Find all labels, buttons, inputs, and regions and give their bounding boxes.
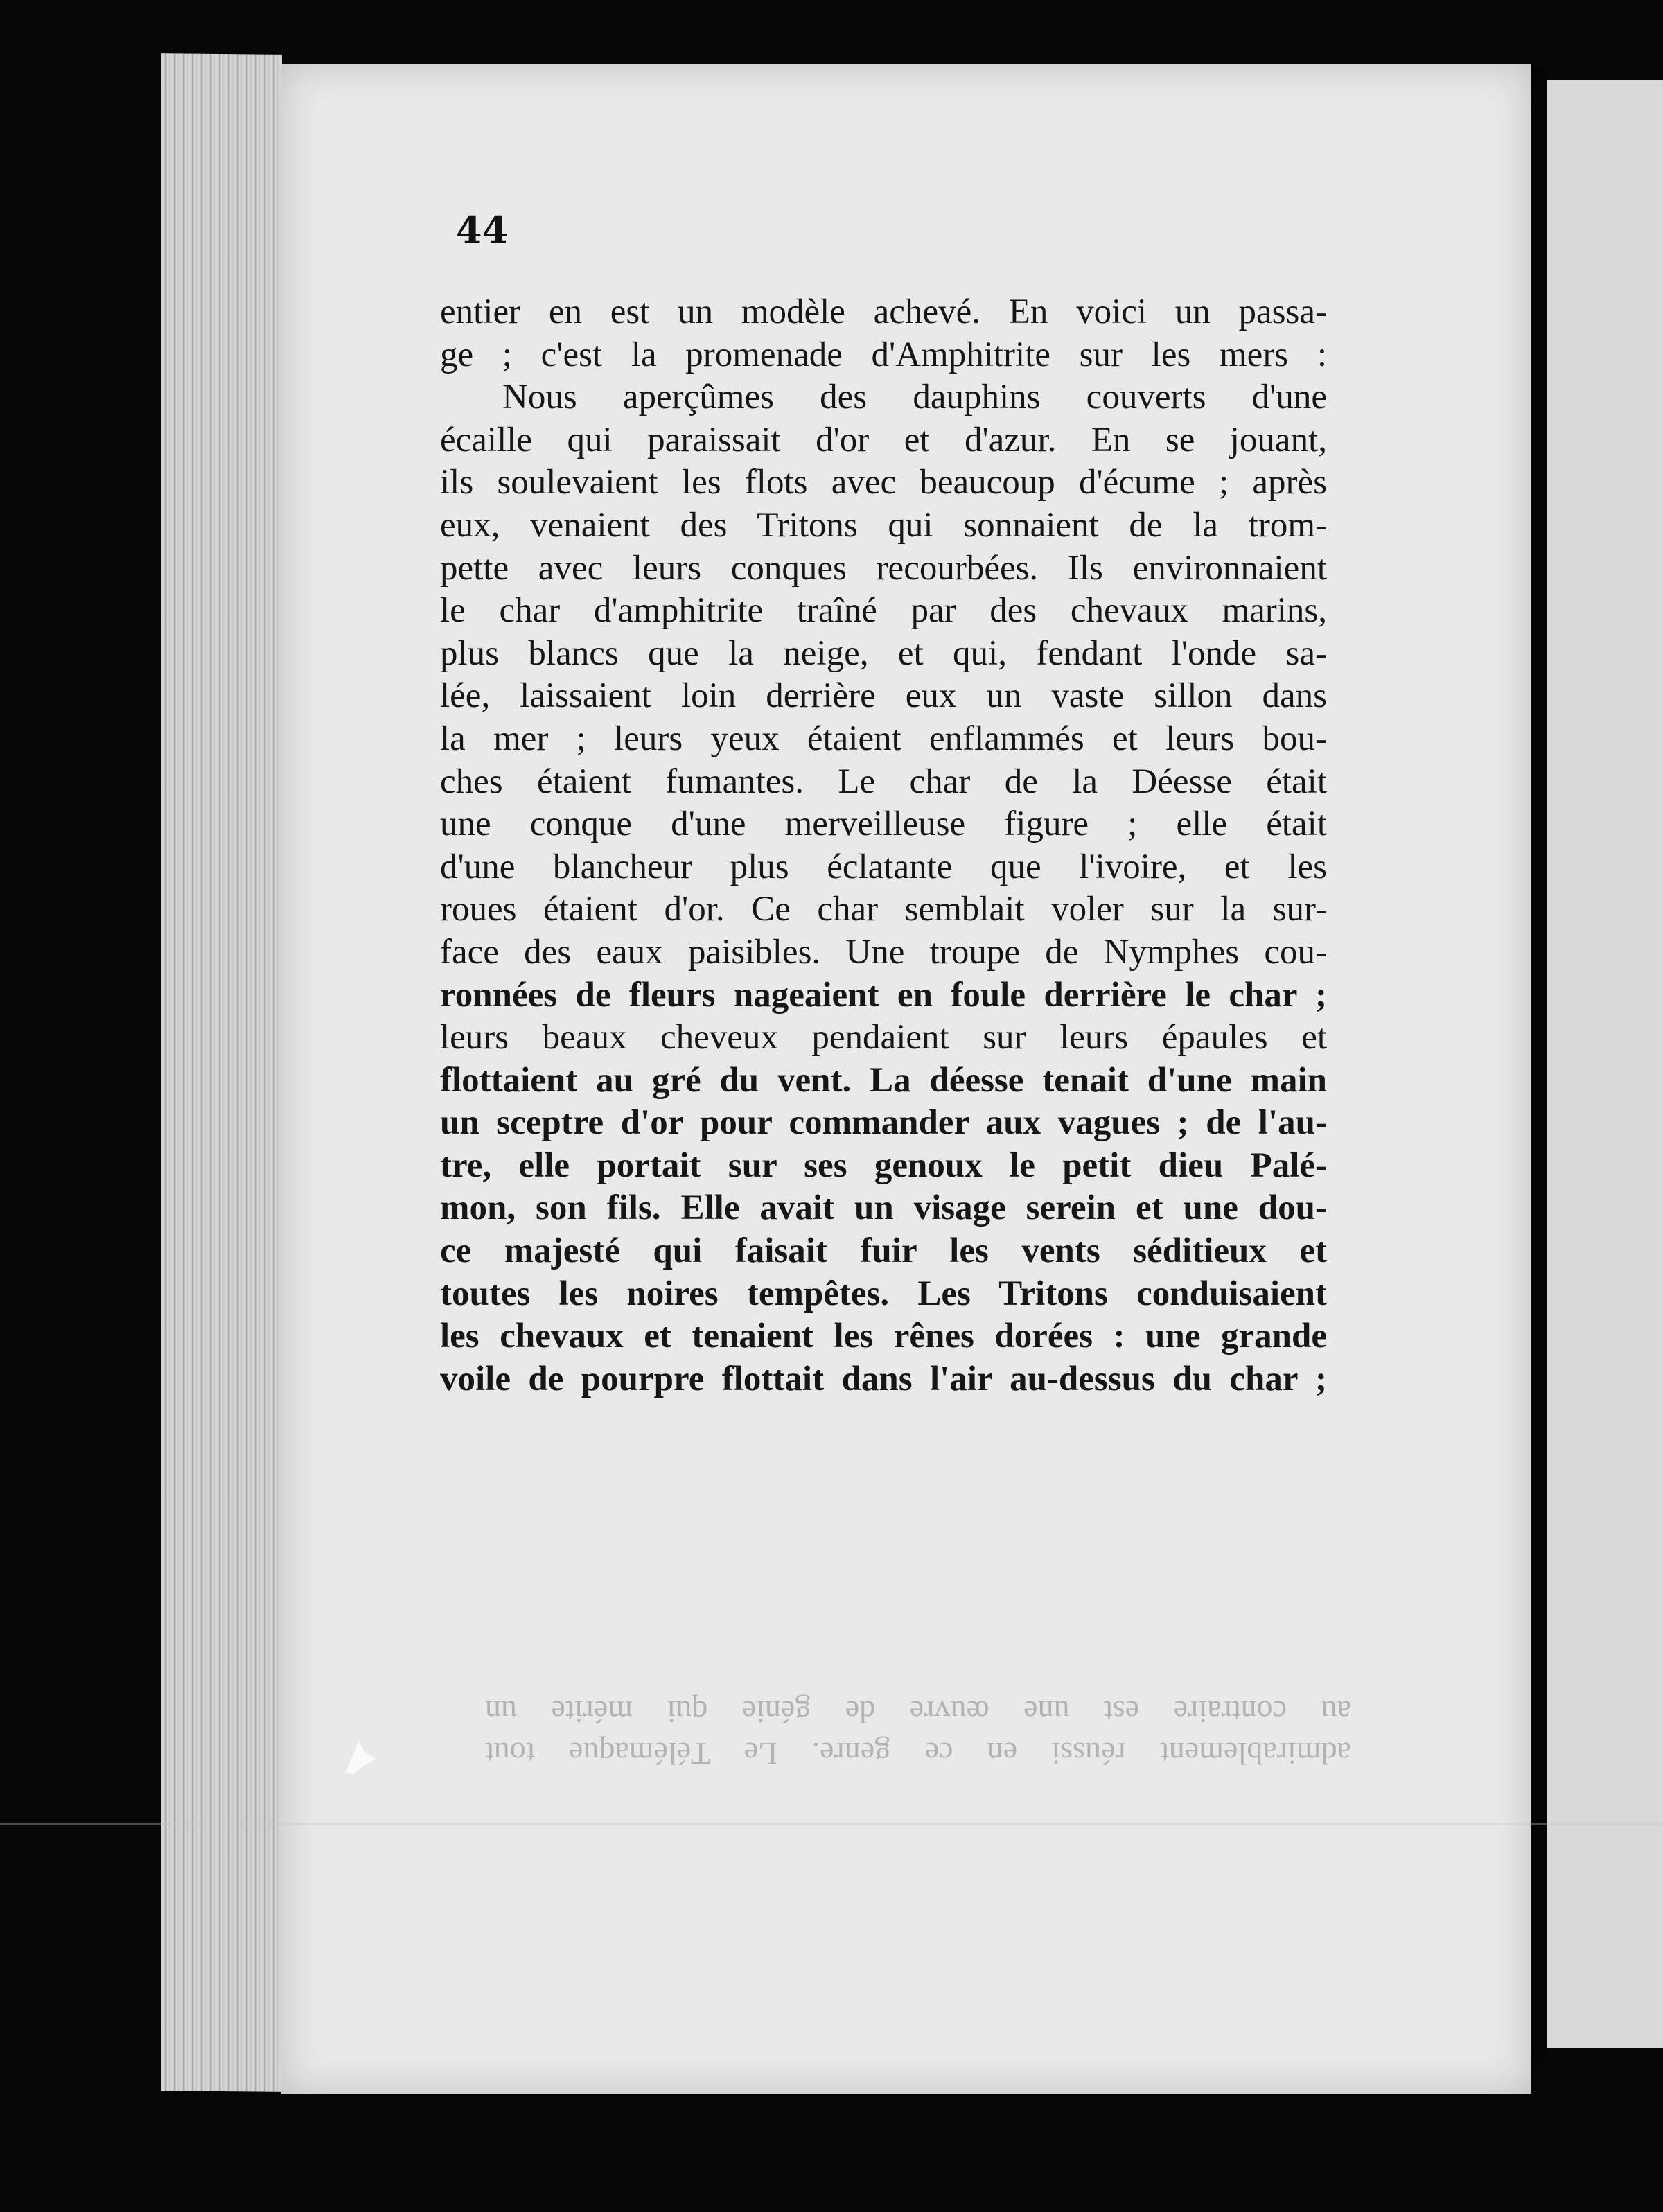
body-text [440, 291, 1327, 1401]
gutter-shadow [1531, 66, 1547, 2062]
text-line: toutes les noires tempêtes. Les Tritons conduisaient [440, 1274, 1327, 1313]
text-line: une conque d'une merveilleuse figure ; elle était [440, 805, 1327, 844]
text-line: la mer ; leurs yeux étaient enflammés et leurs bou- [440, 719, 1327, 758]
text-line: eux, venaient des Tritons qui sonnaient de la trom- [440, 505, 1327, 545]
text-line: entier en est un modèle achevé. En voici un passa- [440, 292, 1327, 331]
text-line: ce majesté qui faisait fuir les vents séditieux et [440, 1231, 1327, 1271]
text-line: ils soulevaient les flots avec beaucoup d'écume ; après [440, 463, 1327, 502]
facing-page-sliver [1547, 80, 1663, 2048]
scan-artifact-line [0, 1823, 1663, 1825]
text-line: voile de pourpre flottait dans l'air au-dessus du char ; [440, 1359, 1327, 1398]
text-line: ches étaient fumantes. Le char de la Déesse était [440, 762, 1327, 801]
text-line: flottaient au gré du vent. La déesse tenait d'une main [440, 1060, 1327, 1100]
text-line: écaille qui paraissait d'or et d'azur. En se jouant, [440, 420, 1327, 459]
bleed-line: au contraire est une œuvre de génie qui mérite un [485, 1694, 1351, 1730]
text-line: d'une blancheur plus éclatante que l'ivoire, et les [440, 847, 1327, 886]
text-line: Nous aperçûmes des dauphins couverts d'une [502, 378, 1327, 417]
page-number: 44 [456, 208, 509, 252]
text-line: lée, laissaient loin derrière eux un vaste sillon dans [440, 676, 1327, 716]
page-edge-stack [161, 53, 282, 2092]
bleed-through-text [485, 1691, 1351, 1774]
text-line: les chevaux et tenaient les rênes dorées : une grande [440, 1317, 1327, 1356]
text-line: ge ; c'est la promenade d'Amphitrite sur les mers : [440, 335, 1327, 374]
text-line: le char d'amphitrite traîné par des chevaux marins, [440, 591, 1327, 631]
text-line: ronnées de fleurs nageaient en foule derrière le char ; [440, 975, 1327, 1015]
text-line: tre, elle portait sur ses genoux le petit dieu Palé- [440, 1146, 1327, 1185]
text-line: mon, son fils. Elle avait un visage serein et une dou- [440, 1188, 1327, 1228]
text-line: un sceptre d'or pour commander aux vagues ; de l'au- [440, 1103, 1327, 1143]
text-line: face des eaux paisibles. Une troupe de Nymphes cou- [440, 932, 1327, 972]
ink-smudge-icon [338, 1731, 387, 1780]
text-line: plus blancs que la neige, et qui, fendant l'onde sa- [440, 633, 1327, 673]
bleed-line: admirablement réussi en ce genre. Le Télémaque tout [485, 1736, 1351, 1771]
text-line: roues étaient d'or. Ce char semblait voler sur la sur- [440, 890, 1327, 929]
text-line: pette avec leurs conques recourbées. Ils environnaient [440, 548, 1327, 588]
text-line: leurs beaux cheveux pendaient sur leurs épaules et [440, 1018, 1327, 1057]
